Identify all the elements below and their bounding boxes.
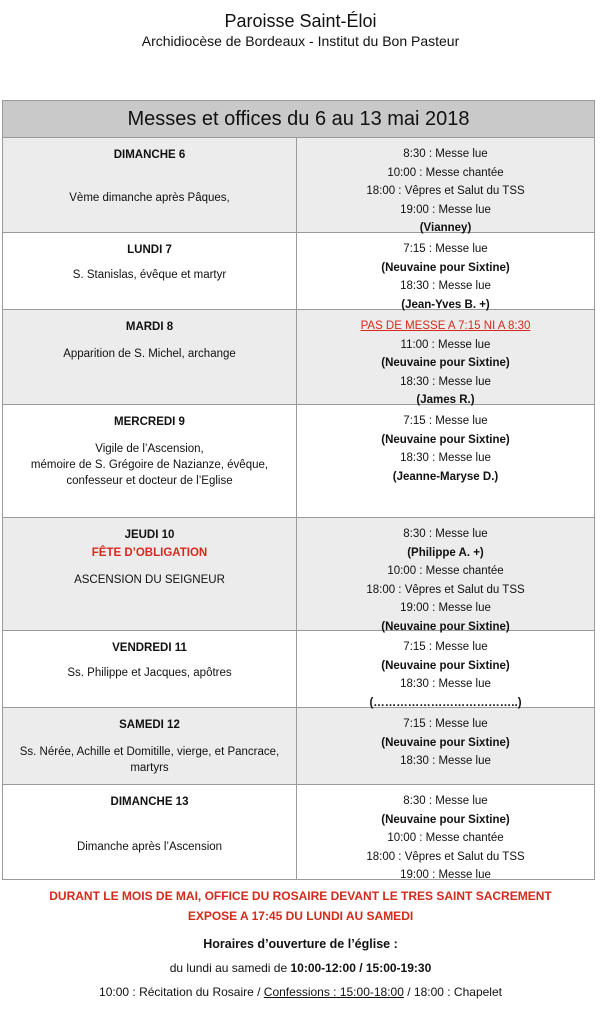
day-cell — [3, 518, 297, 630]
rosary-time: 10:00 : Récitation du Rosaire / — [99, 985, 264, 999]
day-label: VENDREDI 11 — [112, 642, 187, 654]
feast-line: confesseur et docteur de l’Eglise — [66, 475, 233, 487]
feast-line: S. Stanislas, évêque et martyr — [72, 269, 227, 281]
day-label: MERCREDI 9 — [114, 416, 185, 428]
feast-label — [11, 441, 288, 489]
service-time: 10:00 : Messe chantée — [387, 832, 504, 844]
mass-intention: (Neuvaine pour Sixtine) — [381, 659, 510, 672]
schedule-row — [3, 631, 594, 708]
page-header — [0, 10, 601, 50]
schedule-row — [3, 405, 594, 518]
day-label: JEUDI 10 — [124, 529, 175, 541]
schedule-rows — [3, 138, 594, 880]
services-cell — [297, 518, 594, 633]
schedule-table — [2, 100, 595, 880]
service-time: 10:00 : Messe chantée — [387, 565, 504, 577]
feast-line: Vème dimanche après Pâques, — [69, 192, 230, 204]
schedule-row — [3, 518, 594, 631]
mass-intention: (Jean-Yves B. +) — [401, 298, 490, 311]
service-time: 18:30 : Messe lue — [400, 678, 491, 690]
day-cell — [3, 631, 297, 707]
day-label: MARDI 8 — [125, 321, 174, 333]
service-time: 19:00 : Messe lue — [400, 602, 491, 614]
feast-line: Apparition de S. Michel, archange — [63, 348, 236, 360]
feast-label — [11, 267, 288, 283]
service-time: 18:00 : Vêpres et Salut du TSS — [366, 850, 525, 863]
service-time: 18:00 : Vêpres et Salut du TSS — [366, 583, 525, 596]
day-cell — [3, 708, 297, 784]
service-time: 11:00 : Messe lue — [400, 338, 491, 351]
service-time: 7:15 : Messe lue — [403, 641, 488, 653]
mass-intention: (Neuvaine pour Sixtine) — [381, 261, 510, 274]
schedule-row — [3, 233, 594, 310]
chapelet-time: / 18:00 : Chapelet — [403, 985, 502, 999]
schedule-row — [3, 138, 594, 233]
activities-line — [0, 982, 601, 1002]
opening-hours-line — [0, 958, 601, 978]
services-cell — [297, 631, 594, 707]
service-time: 7:15 : Messe lue — [403, 415, 488, 427]
service-time: 18:00 : Vêpres et Salut du TSS — [366, 185, 525, 197]
feast-line: Ss. Nérée, Achille et Domitille, vierge, et Pancrace, — [19, 746, 280, 758]
schedule-row — [3, 310, 594, 405]
feast-line: Ss. Philippe et Jacques, apôtres — [67, 667, 232, 679]
service-time: 8:30 : Messe lue — [403, 148, 488, 160]
feast-line: mémoire de S. Grégoire de Nazianze, évêque, — [30, 459, 269, 471]
mass-intention: (Neuvaine pour Sixtine) — [381, 620, 510, 633]
feast-line: ASCENSION DU SEIGNEUR — [74, 574, 225, 586]
rosary-notice-line1: DURANT LE MOIS DE MAI, OFFICE DU ROSAIRE DEVANT LE TRES SAINT SACREMENT — [49, 889, 552, 903]
mass-intention: (Vianney) — [419, 222, 472, 234]
services-cell — [297, 405, 594, 517]
opening-hours-prefix: du lundi au samedi de — [169, 961, 291, 975]
service-time: 7:15 : Messe lue — [403, 718, 488, 730]
mass-intention: (Neuvaine pour Sixtine) — [381, 736, 510, 749]
day-label: SAMEDI 12 — [119, 719, 180, 731]
service-time: 7:15 : Messe lue — [403, 243, 488, 255]
service-time: 18:30 : Messe lue — [400, 452, 491, 464]
service-time: 10:00 : Messe chantée — [387, 166, 504, 179]
day-cell — [3, 233, 297, 309]
services-cell — [297, 138, 594, 232]
service-time: 19:00 : Messe lue — [400, 869, 491, 881]
day-label: LUNDI 7 — [127, 244, 172, 256]
service-time: 18:30 : Messe lue — [400, 280, 491, 292]
schedule-title: Messes et offices du 6 au 13 mai 2018 — [3, 101, 594, 138]
page-footer — [0, 886, 601, 1002]
service-time: 8:30 : Messe lue — [403, 528, 488, 540]
feast-label — [11, 839, 288, 855]
feast-line: Dimanche après l’Ascension — [76, 841, 223, 853]
day-cell — [3, 138, 297, 232]
day-label: DIMANCHE 6 — [113, 149, 186, 161]
mass-intention: (Neuvaine pour Sixtine) — [381, 813, 510, 826]
parish-title: Paroisse Saint-Éloi — [224, 11, 377, 31]
services-cell — [297, 708, 594, 784]
feast-line: Vigile de l’Ascension, — [95, 443, 204, 455]
opening-hours-title: Horaires d’ouverture de l’église : — [203, 937, 398, 951]
mass-intention: (………………………………..) — [369, 696, 522, 709]
feast-line: martyrs — [130, 762, 169, 774]
service-time: 18:30 : Messe lue — [400, 755, 491, 767]
feast-label — [11, 190, 288, 206]
feast-label — [11, 744, 288, 776]
feast-label — [11, 572, 288, 588]
confessions-time: Confessions : 15:00-18:00 — [263, 985, 404, 999]
day-cell — [3, 405, 297, 517]
feast-label — [11, 665, 288, 681]
mass-intention: (Neuvaine pour Sixtine) — [381, 433, 510, 446]
schedule-row — [3, 785, 594, 880]
feast-label — [11, 346, 288, 362]
mass-intention: (Neuvaine pour Sixtine) — [381, 357, 510, 369]
service-time: 8:30 : Messe lue — [403, 795, 488, 807]
services-cell — [297, 233, 594, 309]
schedule-row — [3, 708, 594, 785]
parish-subtitle: Archidiocèse de Bordeaux - Institut du Bon Pasteur — [141, 33, 460, 49]
mass-intention: (Jeanne-Maryse D.) — [392, 470, 499, 483]
mass-intention: (James R.) — [416, 394, 475, 406]
mass-intention: (Philippe A. +) — [407, 546, 484, 559]
opening-hours-value: 10:00-12:00 / 15:00-19:30 — [290, 961, 432, 975]
cancellation-notice: PAS DE MESSE A 7:15 NI A 8:30 — [360, 320, 531, 332]
rosary-notice-line2: EXPOSE A 17:45 DU LUNDI AU SAMEDI — [187, 909, 414, 923]
services-cell — [297, 310, 594, 404]
service-time: 19:00 : Messe lue — [400, 203, 491, 216]
services-cell — [297, 785, 594, 879]
day-cell — [3, 785, 297, 879]
day-label: DIMANCHE 13 — [110, 796, 189, 808]
obligation-label: FÊTE D’OBLIGATION — [91, 547, 208, 559]
service-time: 18:30 : Messe lue — [400, 375, 491, 388]
day-cell — [3, 310, 297, 404]
